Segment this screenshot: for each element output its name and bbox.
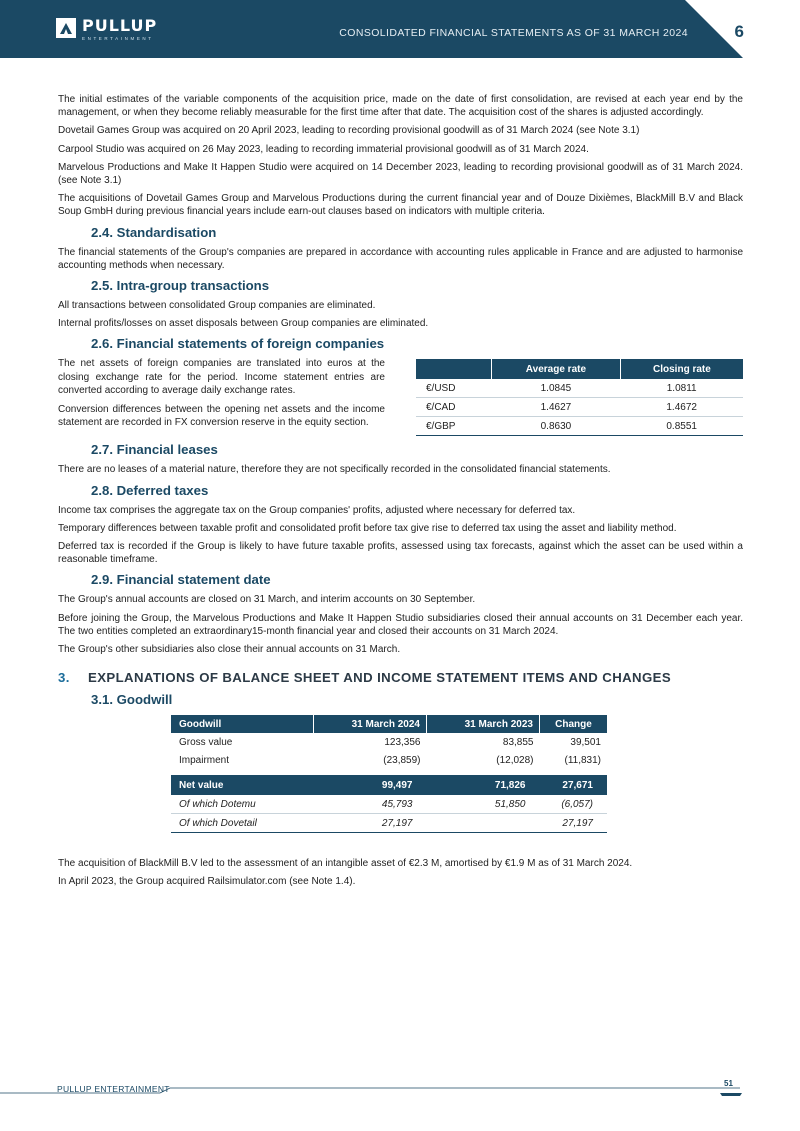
table-header-cell: 31 March 2023 — [427, 715, 540, 733]
paragraph: Before joining the Group, the Marvelous Productions and Make It Happen Studio subsidiaries closed their annual accounts on 31 December each year. The two entities completed an extraordinary15-month financial year and closed their accounts on 31 March 2024. — [58, 612, 743, 637]
table-header-cell: 31 March 2024 — [314, 715, 427, 733]
paragraph: In April 2023, the Group acquired Railsimulator.com (see Note 1.4). — [58, 876, 356, 888]
table-cell: Gross value — [179, 736, 233, 748]
paragraph: Deferred tax is recorded if the Group is likely to have future taxable profits, assessed using tax forecasts, against which the asset can be used within a reasonable timeframe. — [58, 541, 743, 566]
paragraph: The acquisition of BlackMill B.V led to the assessment of an intangible asset of €2.3 M, amortised by €1.9 M as of 31 March 2024. — [58, 858, 633, 870]
chapter-heading-number: 3. — [58, 670, 70, 686]
logo-mark-icon — [56, 18, 76, 38]
table-cell: 0.8551 — [620, 417, 743, 436]
table-cell: Net value — [171, 775, 314, 795]
table-cell: (6,057) — [540, 795, 608, 814]
paragraph: The initial estimates of the variable components of the acquisition price, made on the date of first consolidation, are revised at each year end by the management, or when they become reliably measurable for the first time after that date. The acquisition cost of the shares is adjusted accordingly. — [58, 94, 743, 119]
page-number: 51 — [724, 1079, 733, 1088]
table-cell: Of which Dovetail — [171, 814, 314, 833]
table-row — [171, 751, 607, 769]
logo-text: PULLUP — [82, 16, 158, 35]
paragraph: Conversion differences between the opening net assets and the income statement are recorded in FX conversion reserve in the equity section. — [58, 404, 385, 429]
table-cell: 27,197 — [540, 814, 608, 833]
table-header-cell: Goodwill — [171, 715, 314, 733]
section-heading-financial-leases: 2.7. Financial leases — [91, 442, 218, 458]
table-cell: €/CAD — [416, 398, 492, 417]
table-cell: Of which Dotemu — [171, 795, 314, 814]
exchange-rate-table — [416, 359, 743, 436]
table-header-cell: Closing rate — [620, 359, 743, 379]
table-cell: (11,831) — [564, 754, 601, 766]
table-cell: 0.8630 — [492, 417, 621, 436]
section-heading-intra-group: 2.5. Intra-group transactions — [91, 278, 270, 294]
paragraph: The net assets of foreign companies are translated into euros at the closing exchange rate for the period. Income statement entries are converted according to average daily exchange rates. — [58, 358, 385, 396]
paragraph: All transactions between consolidated Group companies are eliminated. — [58, 300, 376, 312]
table-row — [171, 814, 607, 833]
table-cell: 45,793 — [314, 795, 427, 814]
table-cell: €/GBP — [416, 417, 492, 436]
section-heading-foreign-companies: 2.6. Financial statements of foreign companies — [91, 336, 385, 352]
section-heading-deferred-taxes: 2.8. Deferred taxes — [91, 482, 209, 498]
spacer — [58, 833, 743, 857]
table-header-cell: Change — [540, 715, 608, 733]
table-row — [416, 398, 743, 417]
paragraph: Temporary differences between taxable profit and consolidated profit before tax give rise to deferred tax using the asset and liability method. — [58, 522, 677, 534]
paragraph: The Group's annual accounts are closed on 31 March, and interim accounts on 30 September. — [58, 594, 476, 606]
table-row-net — [171, 775, 607, 795]
table-cell: 123,356 — [384, 736, 421, 748]
table-cell: Impairment — [179, 754, 230, 766]
table-cell: 1.0811 — [620, 379, 743, 398]
table-cell — [427, 814, 540, 833]
page-content — [58, 93, 743, 894]
paragraph: Carpool Studio was acquired on 26 May 2023, leading to recording immaterial provisional goodwill as of 31 March 2024. — [58, 143, 589, 155]
table-cell: 71,826 — [427, 775, 540, 795]
section-heading-standardisation: 2.4. Standardisation — [91, 224, 217, 240]
table-cell: €/USD — [416, 379, 492, 398]
table-header-cell: Average rate — [492, 359, 621, 379]
table-cell: 1.0845 — [492, 379, 621, 398]
fx-text — [58, 357, 385, 435]
paragraph: Income tax comprises the aggregate tax on the Group companies' profits, adjusted where necessary for deferred tax. — [58, 504, 576, 516]
paragraph: The financial statements of the Group's companies are prepared in accordance with accounting rules applicable in France and are adjusted to harmonise accounting methods when necessary. — [58, 246, 743, 271]
table-cell: 39,501 — [570, 736, 601, 748]
document-title: CONSOLIDATED FINANCIAL STATEMENTS AS OF 31 MARCH 2024 — [339, 27, 688, 39]
section-heading-goodwill: 3.1. Goodwill — [91, 692, 173, 708]
table-header-cell — [416, 359, 492, 379]
table-row — [416, 417, 743, 436]
page-header — [0, 0, 800, 58]
table-cell: 83,855 — [502, 736, 534, 748]
paragraph: The Group's other subsidiaries also close their annual accounts on 31 March. — [58, 644, 401, 656]
table-cell: 1.4672 — [620, 398, 743, 417]
table-row — [416, 379, 743, 398]
paragraph: There are no leases of a material nature, therefore they are not specifically recorded in the consolidated financial statements. — [58, 464, 611, 476]
chapter-number: 6 — [734, 22, 744, 41]
logo-subtitle: ENTERTAINMENT — [82, 36, 154, 41]
goodwill-table — [171, 715, 607, 833]
table-cell: (23,859) — [383, 754, 421, 766]
table-cell: 51,850 — [427, 795, 540, 814]
paragraph: Internal profits/losses on asset disposals between Group companies are eliminated. — [58, 318, 429, 330]
chapter-heading-text: EXPLANATIONS OF BALANCE SHEET AND INCOME STATEMENT ITEMS AND CHANGES — [88, 670, 672, 686]
table-header-row — [416, 359, 743, 379]
fx-section — [58, 357, 743, 436]
paragraph: The acquisitions of Dovetail Games Group and Marvelous Productions during the current financial year and of Douze Dixièmes, BlackMill B.V and Black Soup GmbH during previous financial years include earn-out clauses based on indicators with multiple criteria. — [58, 193, 743, 218]
section-heading-statement-date: 2.9. Financial statement date — [91, 572, 271, 588]
chapter-heading — [58, 670, 743, 686]
footer-brand: PULLUP ENTERTAINMENT — [57, 1084, 170, 1094]
paragraph: Dovetail Games Group was acquired on 20 April 2023, leading to recording provisional goodwill as of 31 March 2024 (see Note 3.1) — [58, 125, 640, 137]
table-cell: 1.4627 — [492, 398, 621, 417]
table-cell: (12,028) — [496, 754, 534, 766]
table-cell: 27,197 — [314, 814, 427, 833]
company-logo — [56, 18, 157, 41]
table-row — [171, 733, 607, 751]
table-cell: 27,671 — [540, 775, 608, 795]
table-row — [171, 795, 607, 814]
paragraph: Marvelous Productions and Make It Happen Studio were acquired on 14 December 2023, leading to recording provisional goodwill as of 31 March 2024. (see Note 3.1) — [58, 161, 743, 187]
table-header-row — [171, 715, 607, 733]
table-cell: 99,497 — [314, 775, 427, 795]
